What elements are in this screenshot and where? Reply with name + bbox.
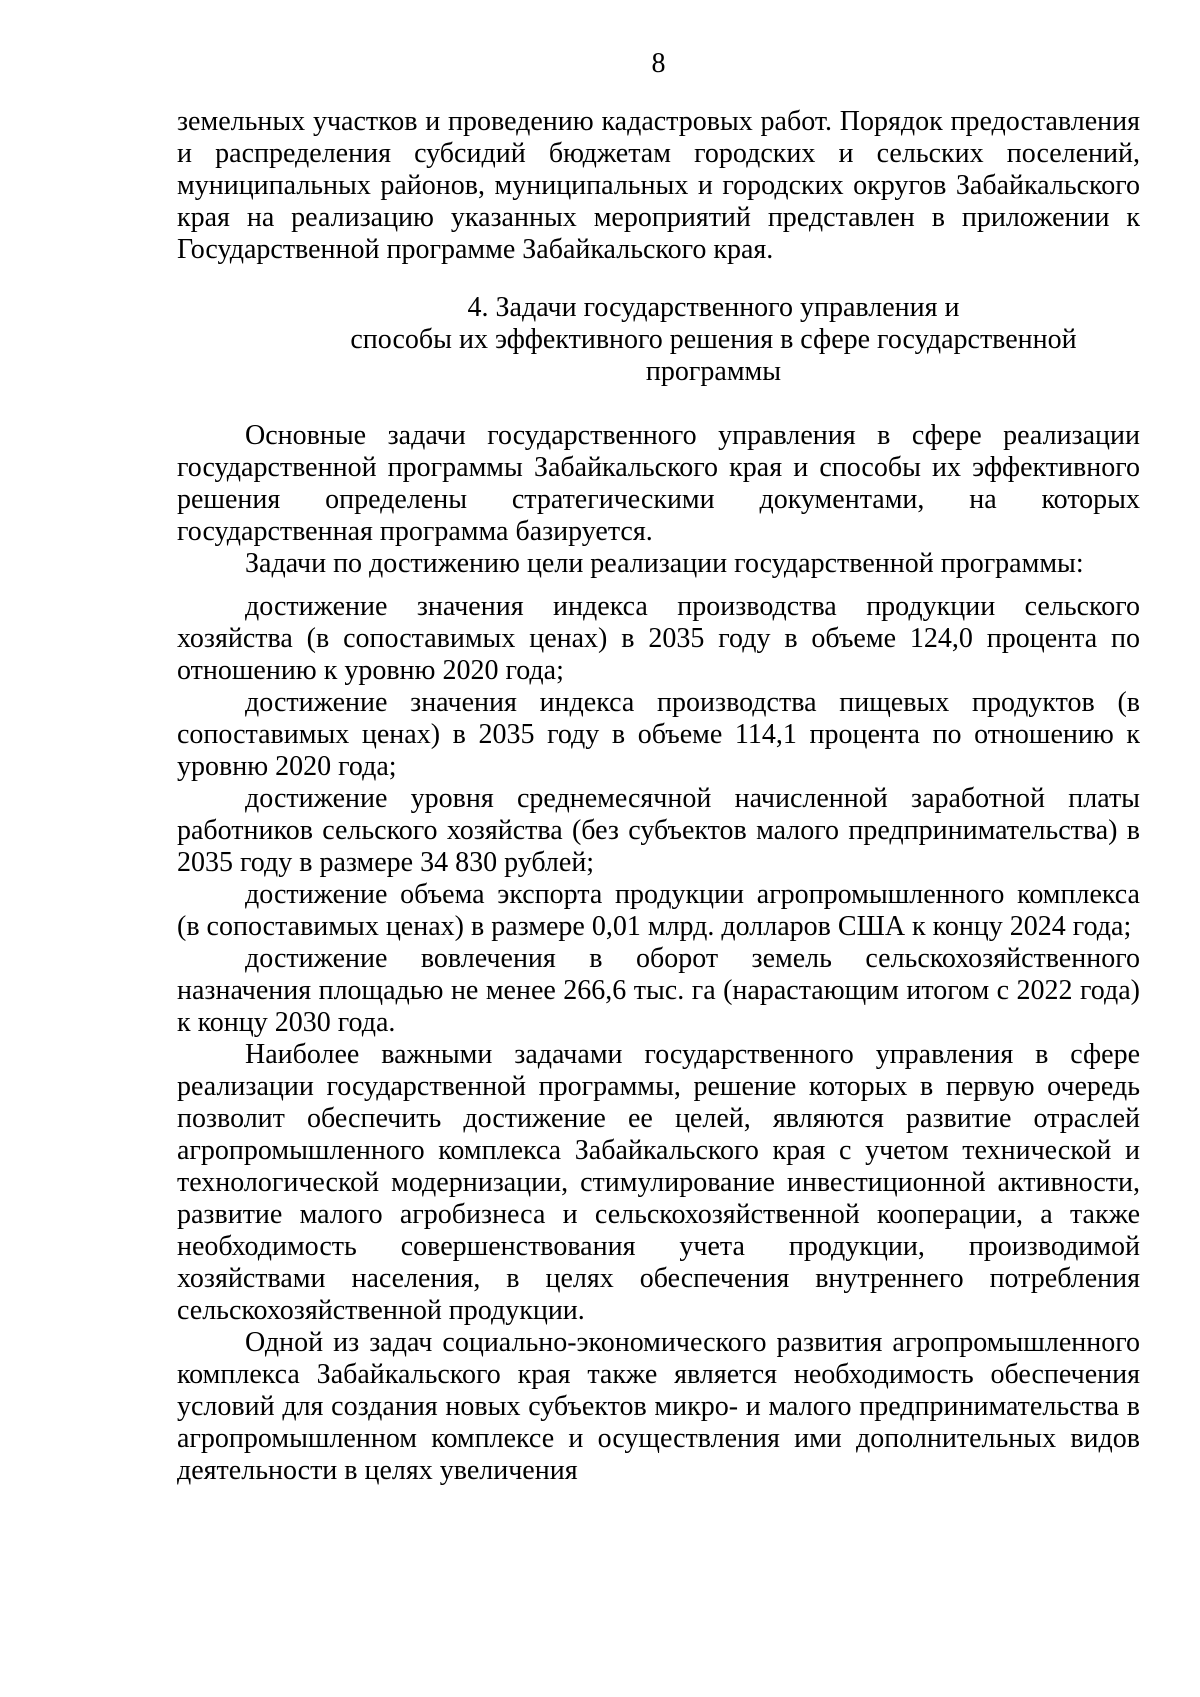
- section-heading-line-2: способы их эффективного решения в сфере государственной: [350, 324, 1077, 355]
- section-heading-line-3: программы: [645, 356, 782, 387]
- page-number: 8: [651, 48, 666, 79]
- section-heading: [287, 292, 1140, 388]
- task-item-food-products-index: достижение значения индекса производства пищевых продуктов (в сопоставимых ценах) в 2035 году в объеме 114,1 процента по отношению к уровню 2020 года;: [177, 687, 1140, 782]
- task-item-export-volume: достижение объема экспорта продукции агропромышленного комплекса (в сопоставимых ценах) в размере 0,01 млрд. долларов США к концу 2024 года;: [177, 879, 1140, 942]
- paragraph-cadastral-subsidies: земельных участков и проведению кадастровых работ. Порядок предоставления и распределения субсидий бюджетам городских и сельских поселений, муниципальных районов, муниципальных и городских округов Забайкальского края на реализацию указанных мероприятий представлен в приложении к Государственной программе Забайкальского края.: [177, 106, 1140, 265]
- paragraph-main-tasks: Основные задачи государственного управления в сфере реализации государственной программы Забайкальского края и способы их эффективного решения определены стратегическими документами, на которых государственная программа базируется.: [177, 420, 1140, 547]
- task-item-production-index: достижение значения индекса производства продукции сельского хозяйства (в сопоставимых ценах) в 2035 году в объеме 124,0 процента по отношению к уровню 2020 года;: [177, 591, 1140, 686]
- task-item-land-involvement: достижение вовлечения в оборот земель сельскохозяйственного назначения площадью не менее 266,6 тыс. га (нарастающим итогом с 2022 года) к концу 2030 года.: [177, 943, 1140, 1038]
- paragraph-socioeconomic-development: Одной из задач социально-экономического развития агропромышленного комплекса Забайкальского края также является необходимость обеспечения условий для создания новых субъектов микро- и малого предпринимательства в агропромышленном комплексе и осуществления ими дополнительных видов деятельности в целях увеличения: [177, 1327, 1140, 1486]
- paragraph-important-tasks: Наиболее важными задачами государственного управления в сфере реализации государственной программы, решение которых в первую очередь позволит обеспечить достижение ее целей, являются развитие отраслей агропромышленного комплекса Забайкальского края с учетом технической и технологической модернизации, стимулирование инвестиционной активности, развитие малого агробизнеса и сельскохозяйственной кооперации, а также необходимость совершенствования учета продукции, производимой хозяйствами населения, в целях обеспечения внутреннего потребления сельскохозяйственной продукции.: [177, 1039, 1140, 1326]
- task-item-salary-level: достижение уровня среднемесячной начисленной заработной платы работников сельского хозяйства (без субъектов малого предпринимательства) в 2035 году в размере 34 830 рублей;: [177, 783, 1140, 878]
- section-heading-line-1: 4. Задачи государственного управления и: [467, 292, 960, 323]
- paragraph-tasks-intro: Задачи по достижению цели реализации государственной программы:: [245, 548, 1084, 579]
